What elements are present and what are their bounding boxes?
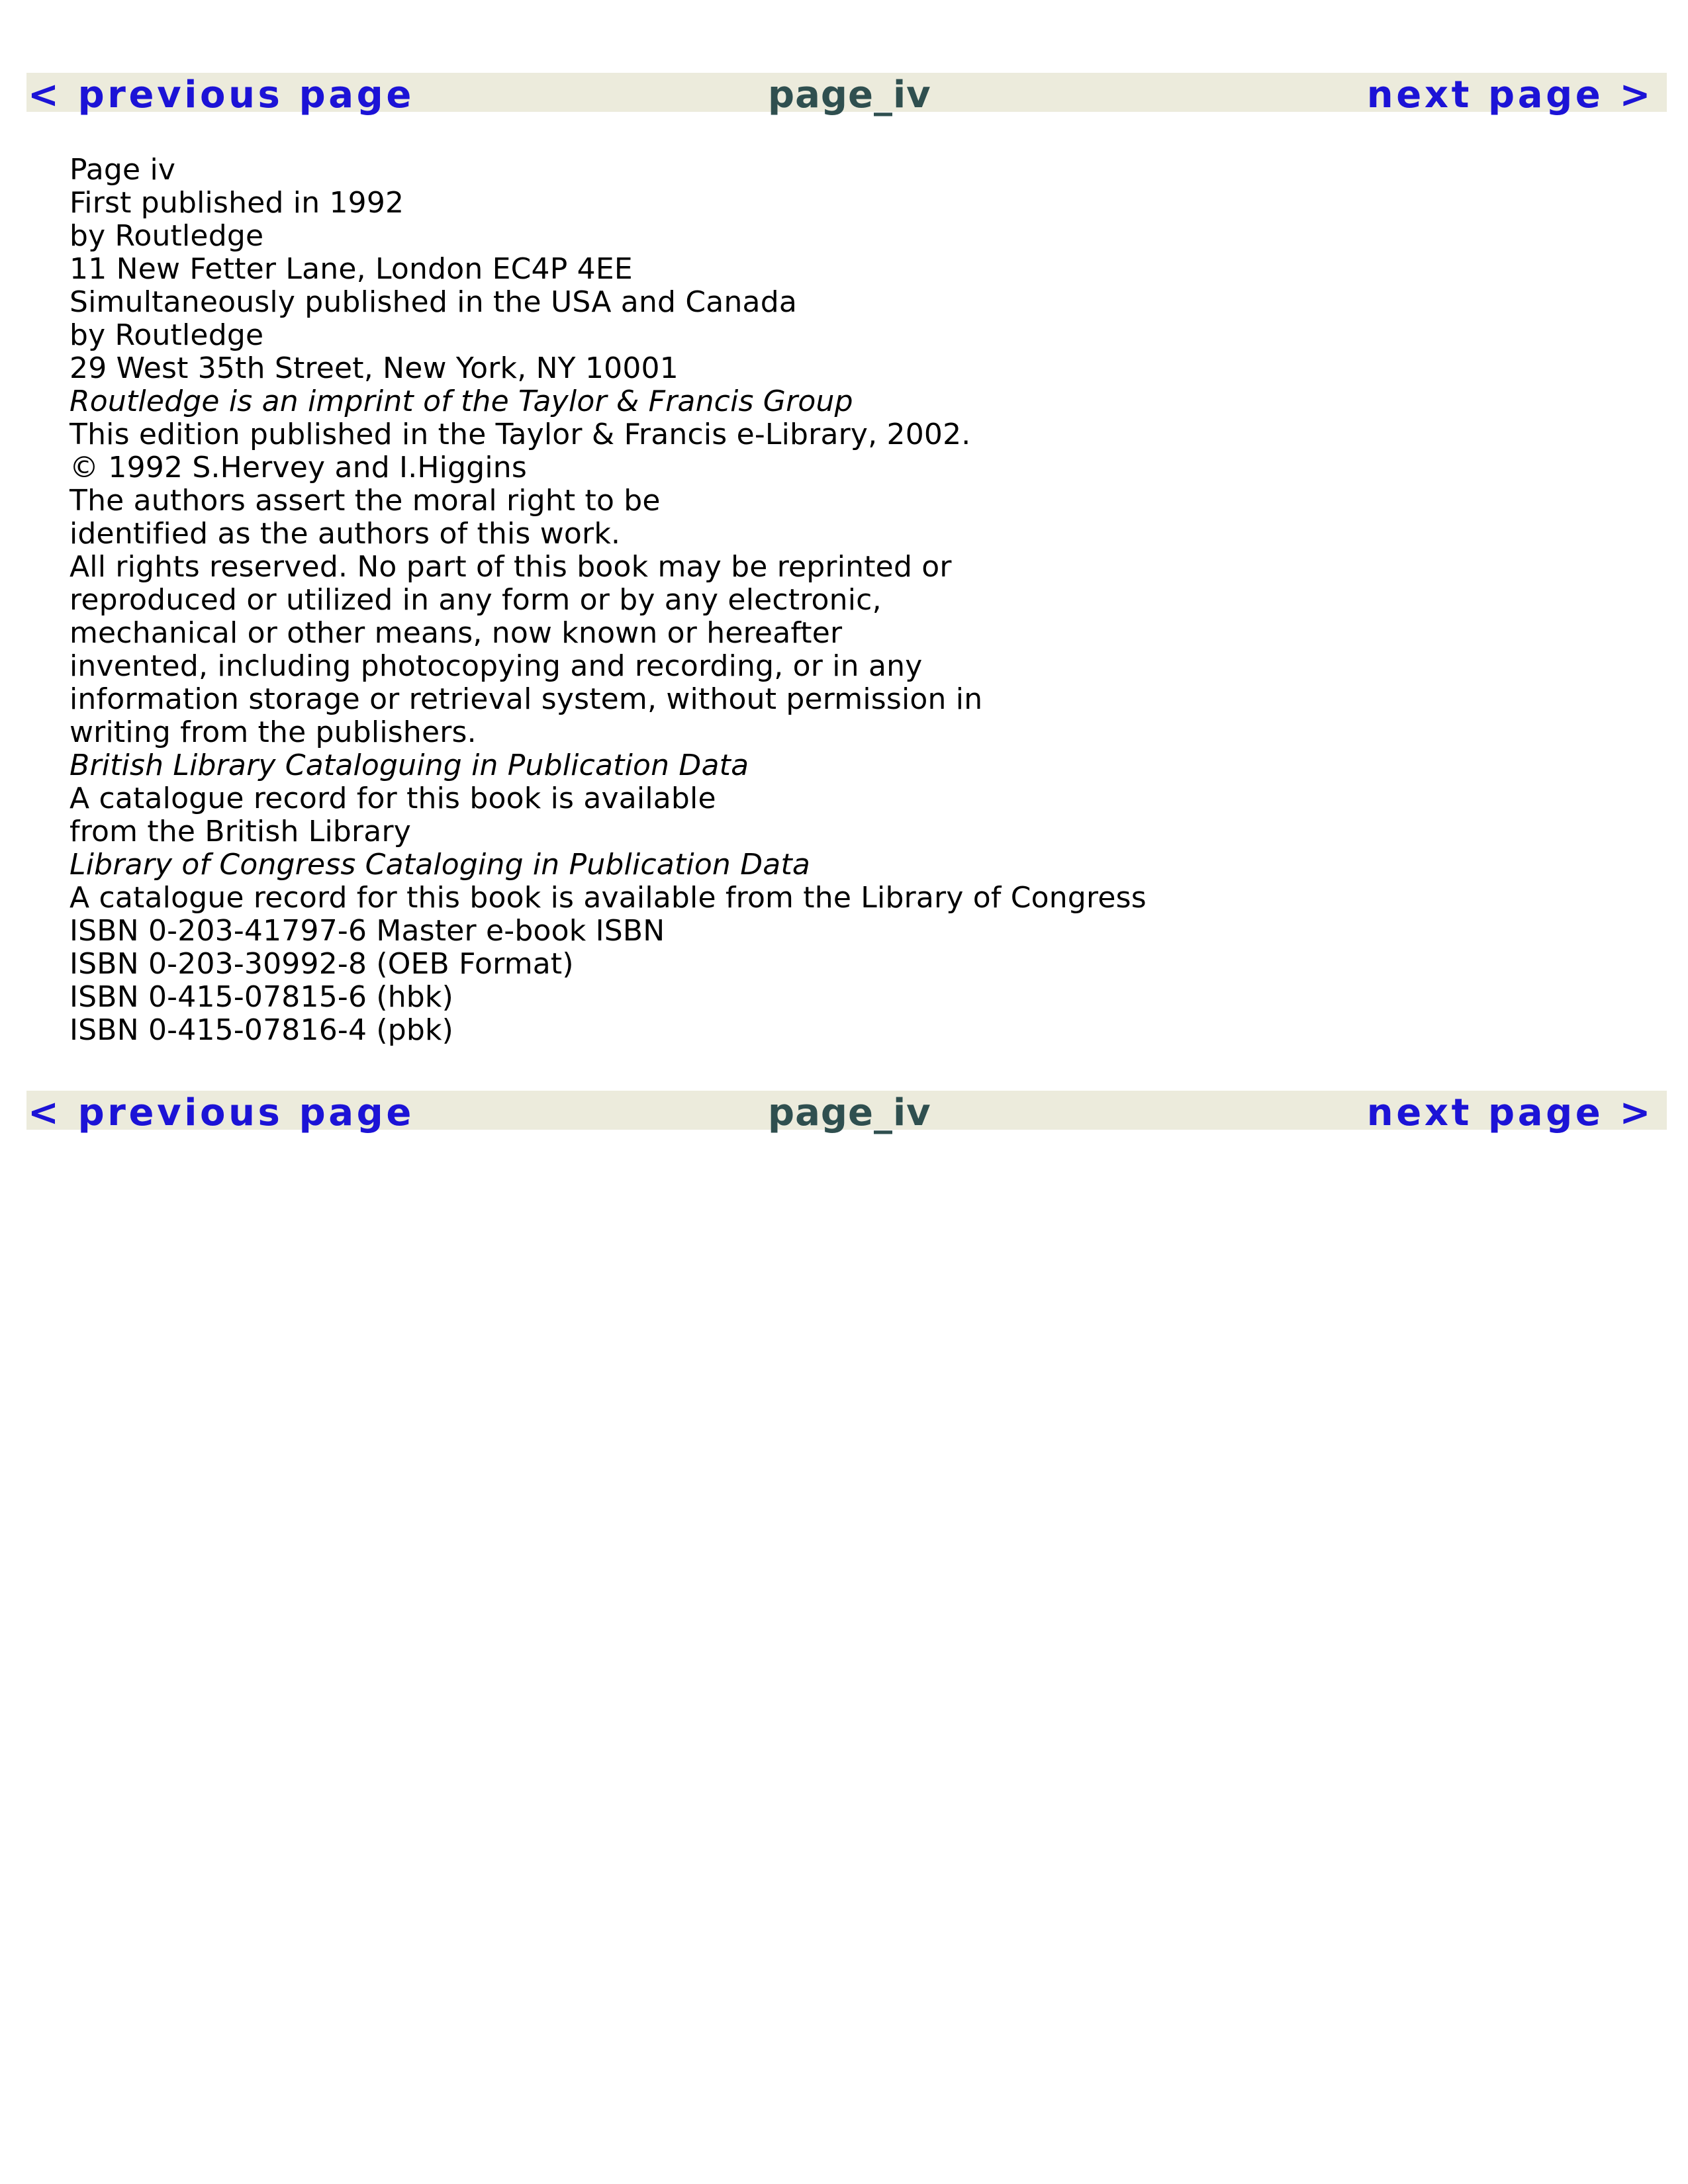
text-line: ISBN 0-415-07815-6 (hbk) <box>70 980 453 1014</box>
text-line: mechanical or other means, now known or hereafter <box>70 616 843 650</box>
text-line: identified as the authors of this work. <box>70 517 621 551</box>
text-line: reproduced or utilized in any form or by any electronic, <box>70 583 882 617</box>
text-line: invented, including photocopying and recording, or in any <box>70 649 923 683</box>
text-line: ISBN 0-203-30992-8 (OEB Format) <box>70 947 574 981</box>
previous-page-link[interactable]: < previous page <box>28 1091 414 1134</box>
previous-page-link[interactable]: < previous page <box>28 73 414 116</box>
next-page-link[interactable]: next page > <box>1366 73 1654 116</box>
text-line: Routledge is an imprint of the Taylor & Francis Group <box>70 385 853 418</box>
text-line: Simultaneously published in the USA and Canada <box>70 285 797 319</box>
text-line: ISBN 0-415-07816-4 (pbk) <box>70 1013 454 1047</box>
text-line: First published in 1992 <box>70 186 404 220</box>
bottom-nav-bar <box>26 1091 1667 1134</box>
top-nav-bar <box>26 73 1667 116</box>
copyright-page-text <box>70 154 1592 1047</box>
text-line: 11 New Fetter Lane, London EC4P 4EE <box>70 252 633 286</box>
next-page-link[interactable]: next page > <box>1366 1091 1654 1134</box>
text-line: The authors assert the moral right to be <box>70 484 661 518</box>
text-line: writing from the publishers. <box>70 715 477 749</box>
text-line: by Routledge <box>70 219 264 253</box>
text-line: This edition published in the Taylor & Francis e-Library, 2002. <box>70 418 971 451</box>
text-line: information storage or retrieval system, without permission in <box>70 682 983 716</box>
text-line: All rights reserved. No part of this book may be reprinted or <box>70 550 952 584</box>
text-line: British Library Cataloguing in Publication Data <box>70 749 749 782</box>
text-line: A catalogue record for this book is available <box>70 782 716 815</box>
text-line: ISBN 0-203-41797-6 Master e-book ISBN <box>70 914 665 948</box>
text-line: by Routledge <box>70 318 264 352</box>
page-label: page_iv <box>768 73 931 116</box>
text-line: A catalogue record for this book is available from the Library of Congress <box>70 881 1147 915</box>
text-line: Library of Congress Cataloging in Publication Data <box>70 848 811 882</box>
text-line: © 1992 S.Hervey and I.Higgins <box>70 451 527 484</box>
text-line: Page iv <box>70 153 176 187</box>
text-line: 29 West 35th Street, New York, NY 10001 <box>70 351 679 385</box>
text-line: from the British Library <box>70 815 411 848</box>
page-label: page_iv <box>768 1091 931 1134</box>
